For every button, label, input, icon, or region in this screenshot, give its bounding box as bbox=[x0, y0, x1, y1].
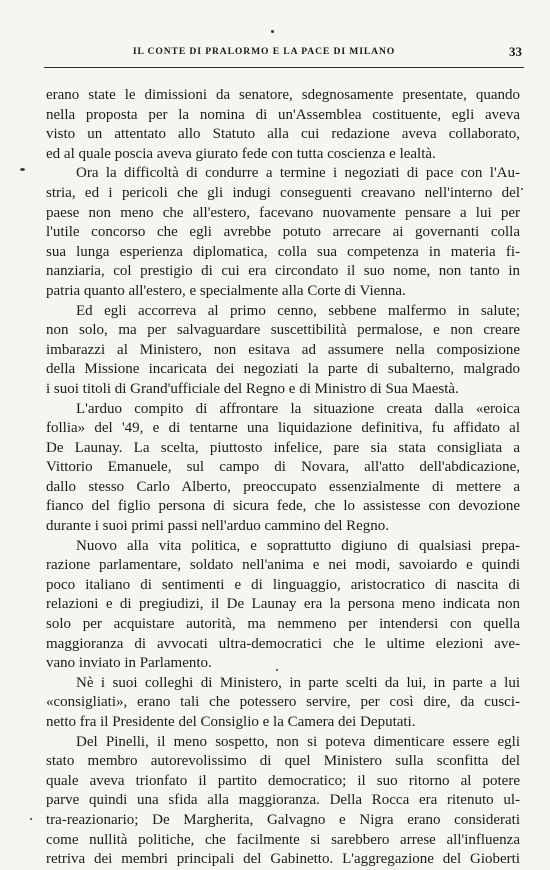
text-line: sua lunga esperienza diplomatica, colla sua competenza in materia fi- bbox=[46, 243, 520, 260]
text-line: nella proposta per la nomina di un'Assemblea costituente, egli aveva bbox=[46, 106, 520, 123]
text-line: Vittorio Emanuele, sul campo di Novara, all'atto dell'abdicazione, bbox=[46, 459, 520, 476]
text-line: visto un attentato allo Statuto alla cui redazione aveva collaborato, bbox=[46, 126, 520, 143]
text-line: patria quanto all'estero, e specialmente alla Corte di Vienna. bbox=[46, 282, 406, 299]
page-header bbox=[46, 46, 522, 64]
text-line: come nullità politiche, che facilmente si sarebbero arrese all'influenza bbox=[46, 831, 520, 848]
text-line: solo per acquistare autorità, ma nemmeno per intendersi con quella bbox=[46, 616, 520, 633]
text-line: poco italiano di sentimenti e di linguaggio, aristocratico di nascita di bbox=[46, 576, 520, 593]
text-line: erano state le dimissioni da senatore, sdegnosamente presentate, quando bbox=[46, 87, 520, 103]
text-line: maggioranza di avvocati ultra-democratici che le ultime elezioni ave- bbox=[46, 635, 520, 652]
ink-speck bbox=[521, 188, 523, 190]
text-line: quale aveva trionfato il partito democratico; il suo ritorno al potere bbox=[46, 772, 520, 789]
ink-speck bbox=[276, 669, 278, 671]
margin-mark bbox=[20, 168, 25, 171]
text-line: netto fra il Presidente del Consiglio e la Camera dei Deputati. bbox=[46, 714, 416, 730]
text-line: «consigliati», erano tali che potessero servire, per così dire, da cusci- bbox=[46, 694, 520, 711]
ink-speck bbox=[271, 30, 274, 33]
text-line: ed al quale poscia aveva giurato fede con tutta coscienza e lealtà. bbox=[46, 145, 436, 162]
running-title: IL CONTE DI PRALORMO E LA PACE DI MILANO bbox=[132, 46, 396, 57]
text-line: parve quindi una sfida alla maggioranza. Della Rocca era ritenuto ul- bbox=[46, 792, 520, 809]
text-line: dallo stesso Carlo Alberto, preoccupato essenzialmente di mettere a bbox=[46, 478, 520, 495]
text-line: paese non meno che all'estero, facevano nuovamente pensare a lui per bbox=[46, 204, 520, 221]
text-line: Ora la difficoltà di condurre a termine i negoziati di pace con l'Au- bbox=[76, 165, 520, 182]
text-line: i suoi titoli di Grand'ufficiale del Regno e di Ministro di Sua Maestà. bbox=[46, 380, 459, 397]
text-line: imbarazzi al Ministero, non esitava ad assumere nella composizione bbox=[46, 341, 520, 358]
text-line: Nuovo alla vita politica, e soprattutto digiuno di qualsiasi prepa- bbox=[76, 537, 520, 554]
body-text bbox=[46, 86, 520, 870]
text-line: stria, ed i pericoli che gli indugi conseguenti creavano nell'interno del bbox=[46, 184, 520, 201]
text-line: Del Pinelli, il meno sospetto, non si poteva dimenticare essere egli bbox=[76, 733, 520, 750]
text-line: durante i suoi primi passi nell'arduo cammino del Regno. bbox=[46, 518, 390, 535]
text-line: tra-reazionario; De Margherita, Galvagno e Nigra erano considerati bbox=[46, 811, 520, 828]
text-line: Nè i suoi colleghi di Ministero, in parte scelti da lui, in parte a lui bbox=[76, 674, 520, 691]
ink-speck bbox=[30, 818, 32, 820]
text-line: non solo, ma per salvaguardare suscettibilità permalose, e non creare bbox=[46, 322, 520, 339]
text-line: De Launay. La scelta, piuttosto infelice, pare sia stata consigliata a bbox=[46, 439, 520, 456]
text-line: razione parlamentare, soldato nell'anima e nei modi, savoiardo e quindi bbox=[46, 557, 520, 574]
text-line: vano inviato in Parlamento. bbox=[46, 655, 212, 672]
text-line: l'utile concorso che egli avrebbe potuto arrecare ai governanti colla bbox=[46, 224, 520, 241]
text-line: Ed egli accorreva al primo cenno, sebbene malfermo in salute; bbox=[76, 302, 520, 319]
header-rule bbox=[44, 67, 524, 68]
text-line: nanziaria, col prestigio di cui era circondato il suo nome, non tanto in bbox=[46, 263, 520, 280]
text-line: relazioni e di pregiudizi, il De Launay era la persona meno indicata non bbox=[46, 596, 520, 613]
text-line: stato membro autorevolissimo di quel Ministero sulla sconfitta del bbox=[46, 753, 520, 770]
text-line: follia» del '49, e di tentarne una liquidazione definitiva, fu affidato al bbox=[46, 420, 520, 437]
text-line: L'arduo compito di affrontare la situazione creata dalla «eroica bbox=[76, 400, 520, 417]
text-line: fianco del figlio persona di sicura fede, che lo assistesse con devozione bbox=[46, 498, 520, 515]
text-line: retriva dei membri principali del Gabinetto. L'aggregazione del Gioberti bbox=[46, 851, 520, 868]
page-number: 33 bbox=[509, 44, 522, 59]
text-line: della Missione incaricata dei negoziati la parte di subalterno, malgrado bbox=[46, 361, 520, 378]
